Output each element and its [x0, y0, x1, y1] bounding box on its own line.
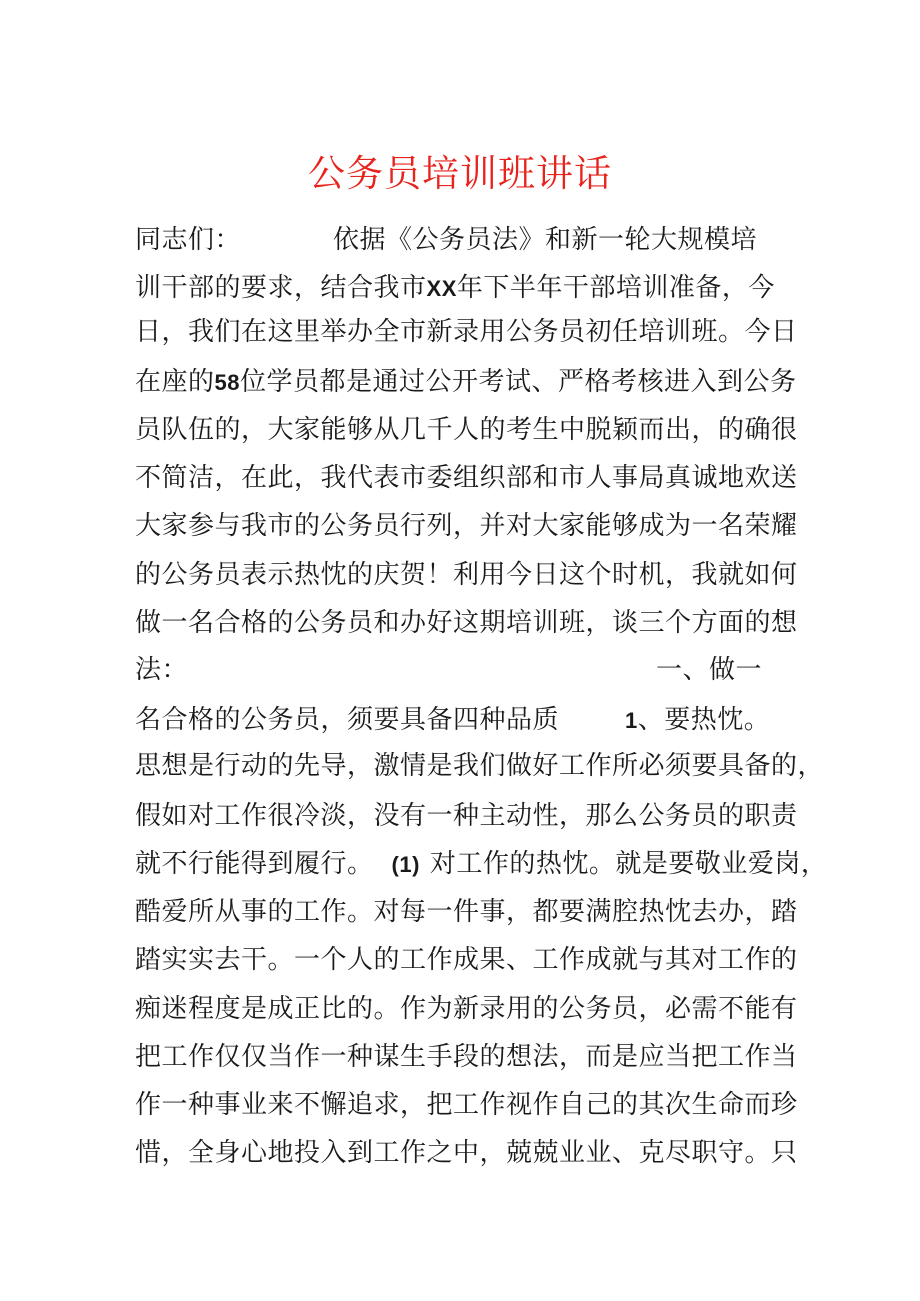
- body-line: 日，我们在这里举办全市新录用公务员初任培训班。今日: [135, 317, 798, 347]
- body-line: 名合格的公务员，须要具备四种品质 1、要热忱。: [135, 705, 771, 735]
- body-line: 就不行能得到履行。 (1) 对工作的热忱。就是要敬业爱岗，: [135, 849, 828, 879]
- body-line: 痴迷程度是成正比的。作为新录用的公务员，必需不能有: [135, 994, 798, 1024]
- body-line: 员队伍的，大家能够从几千人的考生中脱颖而出，的确很: [135, 415, 798, 445]
- body-line: 作一种事业来不懈追求，把工作视作自己的其次生命而珍: [135, 1090, 798, 1120]
- body-line: 法： 一、做一: [135, 655, 763, 685]
- body-line: 踏实实去干。一个人的工作成果、工作成就与其对工作的: [135, 945, 798, 975]
- page-title: 公务员培训班讲话: [308, 152, 612, 195]
- body-line: 思想是行动的先导，激情是我们做好工作所必须要具备的，: [135, 751, 825, 781]
- body-line: 惜，全身心地投入到工作之中，兢兢业业、克尽职守。只: [135, 1138, 798, 1168]
- body-line: 大家参与我市的公务员行列，并对大家能够成为一名荣耀: [135, 511, 798, 541]
- body-line: 同志们： 依据《公务员法》和新一轮大规模培: [135, 225, 758, 255]
- body-line: 酷爱所从事的工作。对每一件事，都要满腔热忱去办，踏: [135, 897, 798, 927]
- body-line: 假如对工作很冷淡，没有一种主动性，那么公务员的职责: [135, 801, 798, 831]
- body-line: 在座的58位学员都是通过公开考试、严格考核进入到公务: [135, 367, 797, 397]
- body-line: 把工作仅仅当作一种谋生手段的想法，而是应当把工作当: [135, 1042, 798, 1072]
- body-line: 训干部的要求，结合我市XX年下半年干部培训准备，今: [135, 273, 775, 303]
- body-line: 的公务员表示热忱的庆贺！利用今日这个时机，我就如何: [135, 560, 798, 590]
- body-line: 做一名合格的公务员和办好这期培训班，谈三个方面的想: [135, 608, 798, 638]
- body-line: 不简洁，在此，我代表市委组织部和市人事局真诚地欢送: [135, 463, 798, 493]
